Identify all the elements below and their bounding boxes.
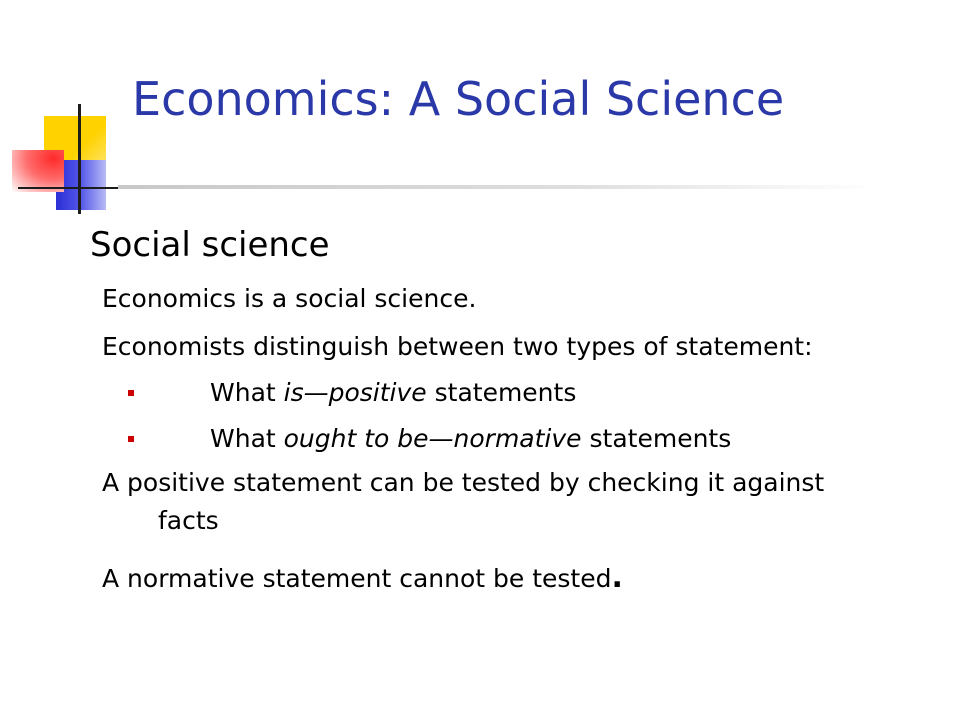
positive-statement-line: A positive statement can be tested by checking it against xyxy=(102,468,825,497)
bullet-square-icon xyxy=(128,436,134,442)
bullet-text-positive: What is—positive statements xyxy=(210,378,577,407)
text-line-1: Economics is a social science. xyxy=(102,284,477,313)
bullet-text-normative: What ought to be—normative statements xyxy=(210,424,732,453)
normative-period: . xyxy=(611,560,623,595)
slide-title: Economics: A Social Science xyxy=(132,72,785,126)
text-line-2: Economists distinguish between two types of statement: xyxy=(102,332,813,361)
section-heading: Social science xyxy=(90,225,330,265)
positive-statement-line-cont: facts xyxy=(158,506,219,535)
bullet-square-icon xyxy=(128,390,134,396)
logo-vertical-line xyxy=(78,104,81,214)
logo-red-square xyxy=(12,150,64,192)
normative-statement-line: A normative statement cannot be tested. xyxy=(102,560,623,595)
title-divider xyxy=(118,185,878,189)
logo-graphic xyxy=(0,90,140,220)
logo-horizontal-line xyxy=(18,187,128,189)
